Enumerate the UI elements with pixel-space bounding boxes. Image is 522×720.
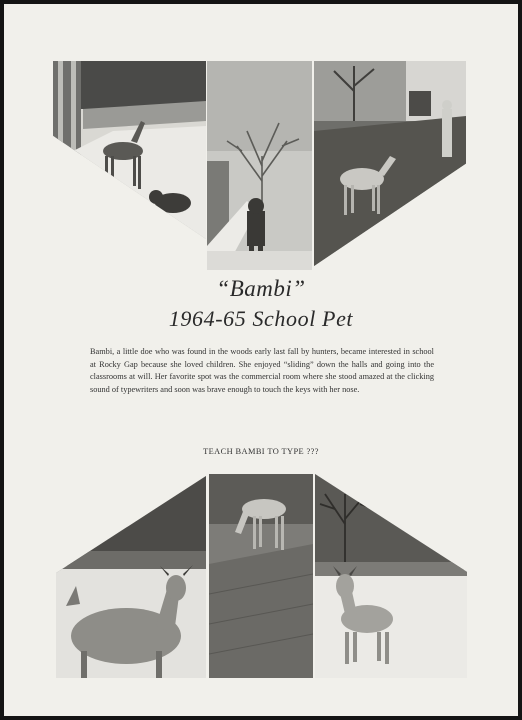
photo-caption: TEACH BAMBI TO TYPE ???	[203, 447, 319, 456]
photo-deer-grazing	[209, 474, 313, 678]
photo-child-snowy-tree	[207, 61, 312, 270]
page-title-quote: “Bambi”	[216, 276, 306, 301]
photo-deer-closeup	[56, 476, 206, 678]
photo-deer-and-dog	[53, 61, 206, 239]
photo-deer-in-snow	[315, 474, 467, 678]
yearbook-page	[4, 4, 518, 716]
body-paragraph: Bambi, a little doe who was found in the woods early last fall by hunters, became interested in school at Rocky Gap because she loved children. She enjoyed “sliding” down the halls and going into the classrooms at will. Her favorite spot was the commercial room where she stood amazed at the clicking sound of typewriters and soon was brave enough to touch the keys with her nose.	[90, 347, 434, 394]
photo-deer-near-house	[314, 61, 466, 266]
page-title: 1964-65 School Pet	[168, 306, 354, 331]
